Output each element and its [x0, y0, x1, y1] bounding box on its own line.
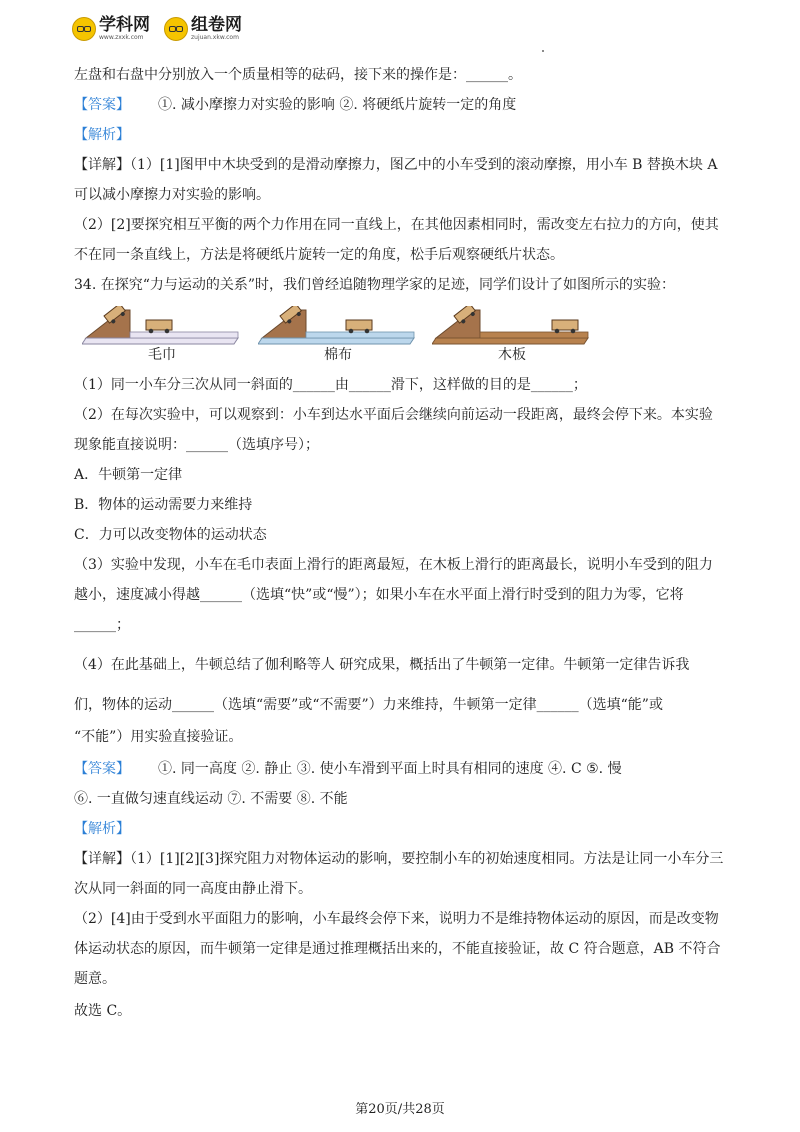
figure-cotton — [258, 306, 418, 372]
header — [72, 12, 256, 46]
text-line: 越小，速度减小得越______（选填“快”或“慢”）；如果小车在水平面上滑行时受到的阻力为零，它将 — [74, 587, 684, 603]
answer-text: ①. 减小摩擦力对实验的影响 ②. 将硬纸片旋转一定的角度 — [158, 97, 517, 113]
text-line: （2）在每次实验中，可以观察到：小车到达水平面后会继续向前运动一段距离，最终会停下来。本实验 — [74, 407, 713, 423]
logo-name: 组卷网 — [191, 15, 242, 35]
answer-tag: 【答案】 — [74, 97, 130, 113]
analysis-tag: 【解析】 — [74, 821, 130, 837]
question-title: 34. 在探究“力与运动的关系”时，我们曾经追随物理学家的足迹，同学们设计了如图所示的实验： — [74, 277, 676, 293]
text-line: 现象能直接说明：______（选填序号）； — [74, 437, 319, 453]
option-b: B．物体的运动需要力来维持 — [74, 497, 253, 513]
experiment-figure — [74, 306, 614, 372]
text-line: “不能”）用实验直接验证。 — [74, 729, 243, 745]
text-line: 故选 C。 — [74, 1003, 132, 1019]
logo-zujuanwang[interactable] — [164, 17, 242, 41]
logo-url: zujuan.xkw.com — [191, 34, 239, 41]
text-line: 不在同一条直线上，方法是将硬纸片旋转一定的角度，松手后观察硬纸片状态。 — [74, 247, 564, 263]
text-line: （1）同一小车分三次从同一斜面的______由______滑下，这样做的目的是______； — [74, 377, 587, 393]
figure-label-towel: 毛巾 — [148, 347, 176, 363]
text-line: 次从同一斜面的同一高度由静止滑下。 — [74, 881, 312, 897]
text-line: 【详解】（1）[1]图甲中木块受到的是滑动摩擦力，图乙中的小车受到的滚动摩擦，用小车 B 替换木块 A — [74, 157, 718, 173]
text-line: （3）实验中发现，小车在毛巾表面上滑行的距离最短，在木板上滑行的距离最长，说明小车受到的阻力 — [74, 557, 713, 573]
analysis-line — [74, 124, 130, 144]
mascot-icon — [72, 17, 96, 41]
mascot-icon — [164, 17, 188, 41]
option-a: A．牛顿第一定律 — [74, 467, 183, 483]
text-line: （2）[2]要探究相互平衡的两个力作用在同一直线上，在其他因素相同时，需改变左右拉力的方向，使其 — [74, 217, 719, 233]
analysis-tag: 【解析】 — [74, 127, 130, 143]
figure-wood — [432, 306, 592, 372]
answer-text: ①. 同一高度 ②. 静止 ③. 使小车滑到平面上时具有相同的速度 ④. C ⑤. 慢 — [158, 761, 622, 777]
text-line: 可以减小摩擦力对实验的影响。 — [74, 187, 270, 203]
answer-line — [74, 94, 516, 114]
text-line: 们，物体的运动______（选填“需要”或“不需要”）力来维持，牛顿第一定律______（选填“能”或 — [74, 697, 663, 713]
figure-label-cotton: 棉布 — [324, 347, 352, 363]
figure-label-wood: 木板 — [498, 347, 526, 363]
answer-tag: 【答案】 — [74, 761, 130, 777]
scan-dot — [542, 50, 544, 52]
text-line: 左盘和右盘中分别放入一个质量相等的砝码，接下来的操作是：______。 — [74, 67, 522, 83]
text-line: （2）[4]由于受到水平面阻力的影响，小车最终会停下来，说明力不是维持物体运动的原因，而是改变物 — [74, 911, 719, 927]
logo-url: www.zxxk.com — [99, 34, 144, 41]
text-line: （4）在此基础上，牛顿总结了伽利略等人 研究成果，概括出了牛顿第一定律。牛顿第一定律告诉我 — [74, 657, 690, 673]
logo-name: 学科网 — [99, 15, 150, 35]
logo-xuekewang[interactable] — [72, 17, 150, 41]
option-c: C．力可以改变物体的运动状态 — [74, 527, 267, 543]
answer-line-cont: ⑥. 一直做匀速直线运动 ⑦. 不需要 ⑧. 不能 — [74, 791, 348, 807]
analysis-line — [74, 818, 130, 838]
text-line: 体运动状态的原因，而牛顿第一定律是通过推理概括出来的，不能直接验证，故 C 符合题意，AB 不符合 — [74, 941, 721, 957]
text-line: 【详解】（1）[1][2][3]探究阻力对物体运动的影响，要控制小车的初始速度相同。方法是让同一小车分三 — [74, 851, 724, 867]
text-line: 题意。 — [74, 971, 116, 987]
figure-towel — [82, 306, 242, 372]
answer-line — [74, 758, 622, 778]
page-number: 第20页/共28页 — [355, 1102, 445, 1117]
text-line: ______； — [74, 617, 130, 633]
